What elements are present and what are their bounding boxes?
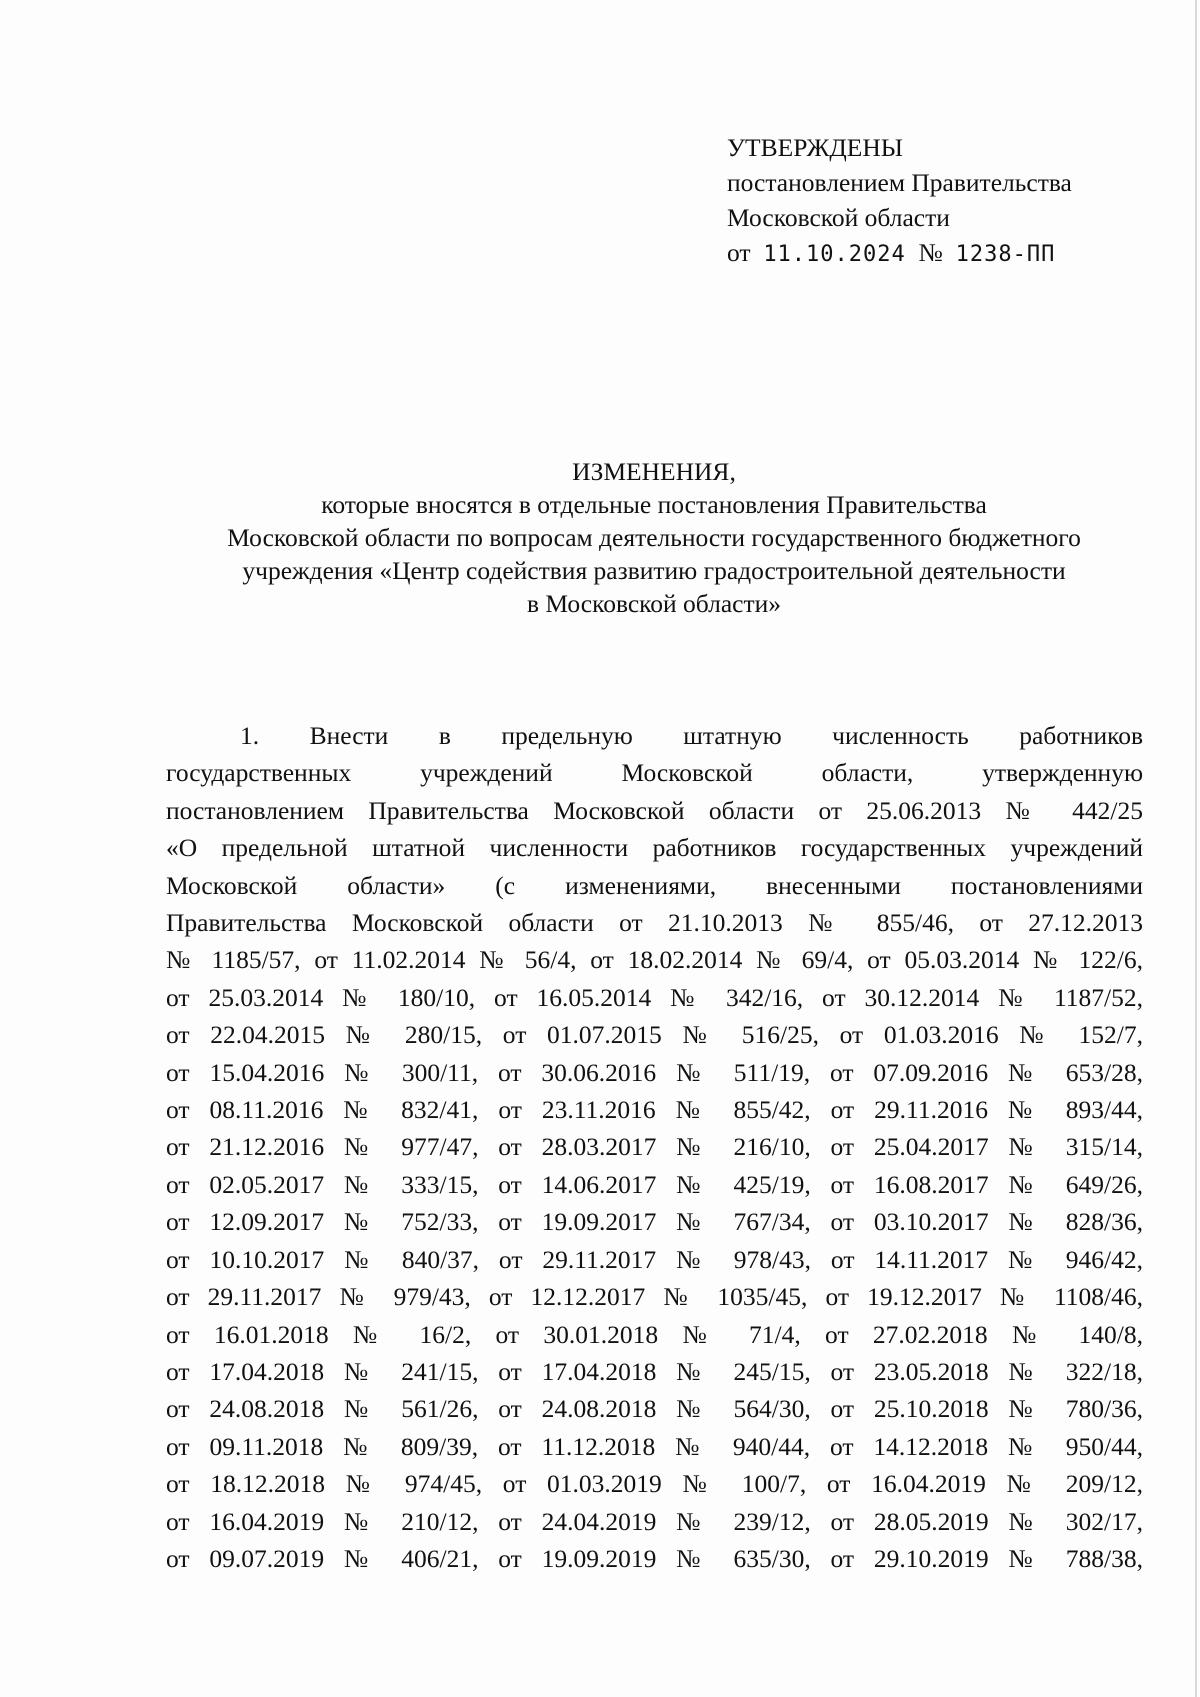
paragraph-line: от 09.07.2019 № 406/21, от 19.09.2019 № 635/30, от 29.10.2019 № 788/38,: [166, 1543, 1143, 1573]
heading-title: ИЗМЕНЕНИЯ,: [572, 457, 736, 486]
scan-edge-line: [1195, 0, 1197, 1697]
heading-line: учреждения «Центр содействия развитию градостроительной деятельности: [242, 556, 1066, 585]
paragraph-line: от 16.04.2019 № 210/12, от 24.04.2019 № 239/12, от 28.05.2019 № 302/17,: [166, 1506, 1143, 1536]
paragraph-line: от 17.04.2018 № 241/15, от 17.04.2018 № 245/15, от 23.05.2018 № 322/18,: [166, 1356, 1143, 1386]
paragraph-line: от 10.10.2017 № 840/37, от 29.11.2017 № 978/43, от 14.11.2017 № 946/42,: [166, 1244, 1143, 1274]
paragraph-line: от 15.04.2016 № 300/11, от 30.06.2016 № 511/19, от 07.09.2016 № 653/28,: [166, 1057, 1143, 1087]
paragraph-line: от 25.03.2014 № 180/10, от 16.05.2014 № 342/16, от 30.12.2014 № 1187/52,: [166, 982, 1143, 1012]
paragraph-line: от 09.11.2018 № 809/39, от 11.12.2018 № 940/44, от 14.12.2018 № 950/44,: [166, 1431, 1143, 1461]
heading-line: которые вносятся в отдельные постановления Правительства: [321, 490, 987, 519]
paragraph-line: от 08.11.2016 № 832/41, от 23.11.2016 № 855/42, от 29.11.2016 № 893/44,: [166, 1095, 1143, 1125]
paragraph-line: постановлением Правительства Московской области от 25.06.2013 № 442/25: [166, 795, 1143, 825]
paragraph-line: от 24.08.2018 № 561/26, от 24.08.2018 № 564/30, от 25.10.2018 № 780/36,: [166, 1394, 1143, 1424]
approval-number-value: 1238-ПП: [955, 242, 1056, 267]
paragraph-line: от 18.12.2018 № 974/45, от 01.03.2019 № 100/7, от 16.04.2019 № 209/12,: [166, 1469, 1143, 1499]
paragraph-line: от 21.12.2016 № 977/47, от 28.03.2017 № 216/10, от 25.04.2017 № 315/14,: [166, 1132, 1143, 1162]
paragraph-line: государственных учреждений Московской области, утвержденную: [166, 758, 1143, 788]
paragraph-line: № 1185/57, от 11.02.2014 № 56/4, от 18.02.2014 № 69/4, от 05.03.2014 № 122/6,: [166, 945, 1143, 975]
approval-line-2: постановлением Правительства: [727, 168, 1072, 197]
approval-date-prefix: от: [727, 238, 751, 267]
paragraph-line: 1. Внести в предельную штатную численность работников: [240, 721, 1143, 750]
paragraph-line: от 16.01.2018 № 16/2, от 30.01.2018 № 71/4, от 27.02.2018 № 140/8,: [166, 1319, 1143, 1349]
body-paragraph: [166, 717, 1143, 1577]
heading-line: в Московской области»: [526, 589, 782, 618]
paragraph-line: от 22.04.2015 № 280/15, от 01.07.2015 № 516/25, от 01.03.2016 № 152/7,: [166, 1020, 1143, 1050]
paragraph-line: от 29.11.2017 № 979/43, от 12.12.2017 № 1035/45, от 19.12.2017 № 1108/46,: [166, 1282, 1143, 1312]
approval-number-sign: №: [918, 238, 943, 267]
paragraph-line: Московской области» (с изменениями, внесенными постановлениями: [166, 870, 1143, 900]
approval-title: УТВЕРЖДЕНЫ: [727, 133, 903, 162]
approval-line-3: Московской области: [727, 203, 950, 232]
paragraph-line: «О предельной штатной численности работников государственных учреждений: [166, 833, 1143, 863]
approval-date-line: [727, 235, 1072, 272]
approval-date-value: 11.10.2024: [763, 242, 906, 267]
paragraph-line: от 02.05.2017 № 333/15, от 14.06.2017 № 425/19, от 16.08.2017 № 649/26,: [166, 1169, 1143, 1199]
paragraph-line: от 12.09.2017 № 752/33, от 19.09.2017 № 767/34, от 03.10.2017 № 828/36,: [166, 1207, 1143, 1237]
heading-line: Московской области по вопросам деятельности государственного бюджетного: [227, 523, 1081, 552]
paragraph-line: Правительства Московской области от 21.10.2013 № 855/46, от 27.12.2013: [166, 908, 1143, 938]
document-heading: [150, 455, 1158, 620]
approval-block: [727, 130, 1072, 272]
